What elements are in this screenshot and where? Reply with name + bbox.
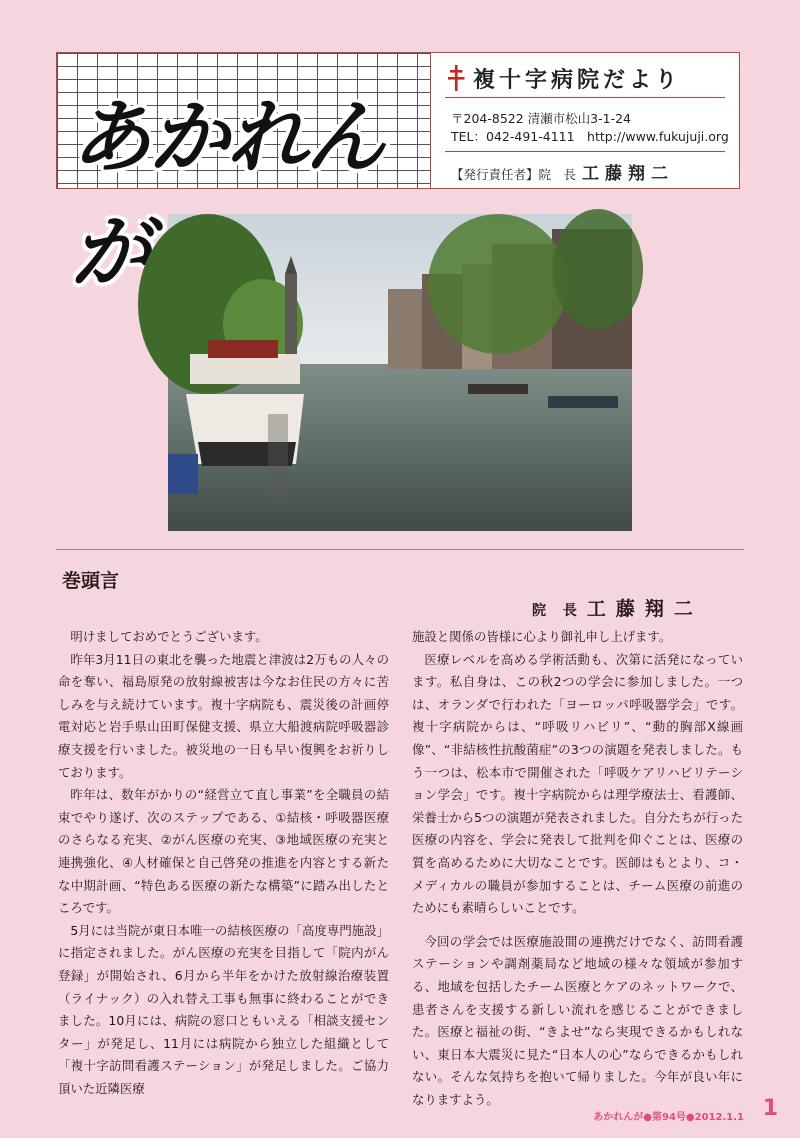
paragraph: 昨年3月11日の東北を襲った地震と津波は2万もの人々の命を奪い、福島原発の放射線被害は今なお住民の方々に苦しみを与え続けています。複十字病院も、震災後の計画停電対応と岩手県山田町保健支援、県立大船渡病院呼吸器診療支援を行いました。被災地の一日も早い復興をお祈りしております。	[58, 651, 389, 780]
paragraph: 今回の学会では医療施設間の連携だけでなく、訪問看護ステーションや調剤薬局など地域の様々な領域が参加する、地域を包括したチーム医療とケアのネットワークで、患者さんを支援する新しい流れを感じることができました。医療と福祉の街、“きよせ”なら実現できるかもしれない、東日本大震災に見た“日本人の心”ならできるかもしれない。そんな気持ちを抱いて帰りました。今年が良い年になりますよう。	[412, 933, 743, 1107]
article-column-left	[58, 626, 389, 1100]
byline	[532, 594, 703, 621]
paragraph: 明けましておめでとうございます。	[70, 629, 268, 644]
divider	[445, 97, 725, 98]
section-divider	[56, 549, 744, 550]
footer-brand: あかれんが●第94号●2012.1.1	[593, 1112, 744, 1123]
paragraph: 5月には当院が東日本唯一の結核医療の「高度専門施設」に指定されました。がん医療の充実を目指して「院内がん登録」が開始され、6月から半年をかけた放射線治療装置（ライナック）の入れ替え工事も無事に終わることができました。10月には、病院の窓口ともいえる「相談支援センター」が発足し、11月には病院から独立した組織として「複十字訪問看護ステーション」が発足しました。ご協力頂いた近隣医療	[58, 922, 389, 1096]
publisher-label: 【発行責任者】院 長	[451, 167, 577, 182]
divider	[445, 151, 725, 152]
publisher-name: 工藤翔二	[582, 164, 675, 184]
address: 〒204-8522 清瀬市松山3-1-24	[451, 111, 631, 126]
tel-url: TEL：042-491-4111 http://www.fukujuji.org	[451, 129, 729, 144]
hospital-title: 複十字病院だより	[473, 68, 682, 93]
article-column-right	[412, 626, 743, 1111]
logo-text: あかれんが	[71, 90, 383, 299]
byline-role: 院 長	[532, 603, 583, 619]
canal-photo	[168, 214, 632, 531]
paragraph: 施設と関係の皆様に心より御礼申し上げます。	[412, 629, 672, 644]
publisher	[451, 159, 674, 184]
brick-logo-panel	[57, 53, 431, 299]
masthead	[56, 52, 740, 299]
paragraph: 医療レベルを高める学術活動も、次第に活発になっています。私自身は、この秋2つの学会に参加しました。一つは、オランダで行われた「ヨーロッパ呼吸器学会」です。複十字病院からは、“呼吸リハビリ”、“動的胸部X線画像”、“非結核性抗酸菌症”の3つの演題を発表しました。もう一つは、松本市で開催された「呼吸ケアリハビリテーション学会」です。複十字病院からは理学療法士、看護師、栄養士から5つの演題が発表されました。自分たちが行った医療の内容を、学会に発表して批判を仰ぐことは、医療の質を高めるために大切なことです。医師はもとより、コ・メディカルの職員が参加することは、チーム医療の前進のためにも素晴らしいことです。	[412, 651, 743, 916]
masthead-info	[443, 53, 729, 188]
byline-name: 工藤翔二	[586, 598, 703, 620]
canal-photo-icon	[168, 214, 632, 531]
paragraph: 昨年は、数年がかりの“経営立て直し事業”を全職員の結束でやり遂げ、次のステップである、①結核・呼吸器医療のさらなる充実、②がん医療の充実、③地域医療の充実と連携強化、④人材確保と自己啓発の推進を内容とする新たな中期計画、“特色ある医療の新たな構築”に踏み出したところです。	[58, 787, 389, 916]
double-cross-icon	[447, 63, 465, 93]
article-title: 巻頭言	[62, 570, 120, 592]
page-number: 1	[762, 1096, 778, 1121]
